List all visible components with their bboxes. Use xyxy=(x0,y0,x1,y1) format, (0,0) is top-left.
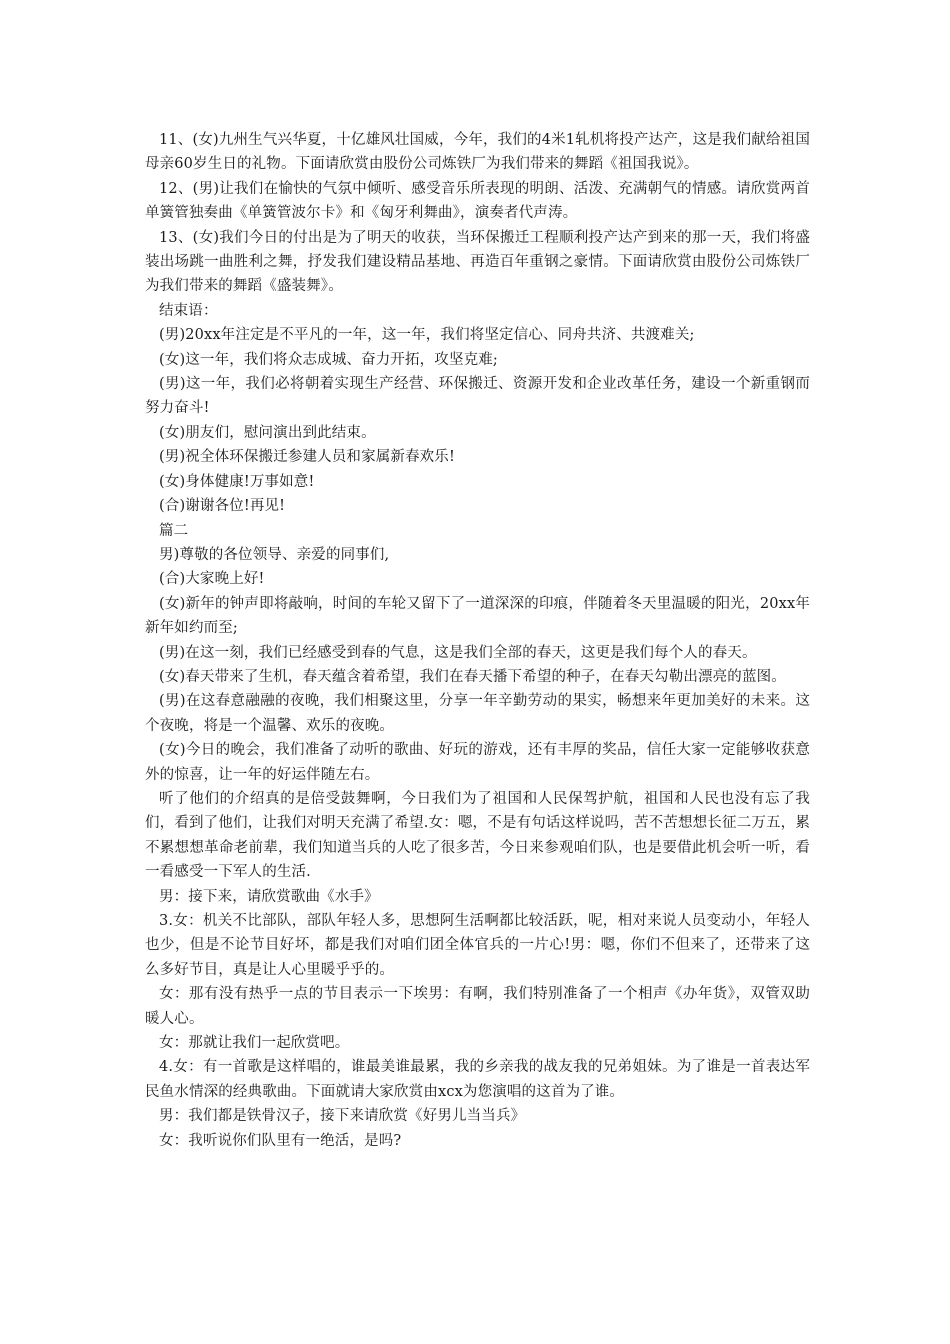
paragraph-opening-male-1: 男)尊敬的各位领导、亲爱的同事们, xyxy=(159,546,390,563)
paragraph-item-13: 13、(女)我们今日的付出是为了明天的收获，当环保搬迁工程顺利投产达产到来的那一天，我们将盛装出场跳一曲胜利之舞，抒发我们建设精品基地、再造百年重钢之豪情。下面请欣赏由股份公司炼铁厂为我们带来的舞蹈《盛装舞》。 xyxy=(145,229,810,295)
closing-remarks-heading: 结束语： xyxy=(159,302,218,319)
section-heading-part-two: 篇二 xyxy=(159,522,189,539)
paragraph-closing-together: (合)谢谢各位!再见! xyxy=(159,498,286,515)
paragraph-item-11: 11、(女)九州生气兴华夏，十亿雄风壮国威，今年，我们的4米1轧机将投产达产，这是我们献给祖国母亲60岁生日的礼物。下面请欣赏由股份公司炼铁厂为我们带来的舞蹈《祖国我说》。 xyxy=(145,132,810,173)
paragraph-next-performance: 男：我们都是铁骨汉子，接下来请欣赏《好男儿当当兵》 xyxy=(159,1108,526,1125)
paragraph-item-3: 3.女：机关不比部队，部队年轻人多，思想阿生活啊都比较活跃，呢，相对来说人员变动小，年轻人也少，但是不论节目好坏，都是我们对咱们团全体官兵的一片心!男：嗯，你们不但来了，还带来了这么多好节目，真是让人心里暖乎乎的。 xyxy=(145,913,810,978)
paragraph-opening-male-2: (男)在这一刻，我们已经感受到春的气息，这是我们全部的春天，这更是我们每个人的春天。 xyxy=(159,644,757,661)
paragraph-closing-female-2: (女)朋友们，慰问演出到此结束。 xyxy=(159,424,376,441)
paragraph-enjoy-together: 女：那就让我们一起欣赏吧。 xyxy=(159,1035,350,1052)
paragraph-next-song: 男：接下来，请欣赏歌曲《水手》 xyxy=(159,888,379,905)
paragraph-closing-male-3: (男)祝全体环保搬迁参建人员和家属新春欢乐! xyxy=(159,449,455,466)
paragraph-introduction-response: 听了他们的介绍真的是倍受鼓舞啊，今日我们为了祖国和人民保驾护航，祖国和人民也没有忘了我们，看到了他们，让我们对明天充满了希望.女：嗯，不是有句话这样说吗，苦不苦想想长征二万五，累不累想想革命老前辈，我们知道当兵的人吃了很多苦，今日来参观咱们队，也是要借此机会听一听，看一看感受一下军人的生活. xyxy=(145,790,810,881)
paragraph-opening-male-3: (男)在这春意融融的夜晚，我们相聚这里，分享一年辛勤劳动的果实，畅想来年更加美好的未来。这个夜晚，将是一个温馨、欢乐的夜晚。 xyxy=(145,693,810,734)
paragraph-opening-female-3: (女)今日的晚会，我们准备了动听的歌曲、好玩的游戏，还有丰厚的奖品，信任大家一定能够收获意外的惊喜，让一年的好运伴随左右。 xyxy=(145,742,810,783)
paragraph-crosstalk: 女：那有没有热乎一点的节目表示一下埃男：有啊，我们特别准备了一个相声《办年货》，双管双助暖人心。 xyxy=(145,986,810,1027)
paragraph-opening-female-1: (女)新年的钟声即将敲响，时间的车轮又留下了一道深深的印痕，伴随着冬天里温暖的阳光，20xx年新年如约而至; xyxy=(145,595,810,637)
paragraph-closing-male-1: (男)20xx年注定是不平凡的一年，这一年，我们将坚定信心、同舟共济、共渡难关; xyxy=(159,327,695,344)
paragraph-closing-female-1: (女)这一年，我们将众志成城、奋力开拓，攻坚克难; xyxy=(159,351,498,368)
paragraph-final-question: 女：我听说你们队里有一绝活，是吗? xyxy=(159,1132,402,1149)
paragraph-item-12: 12、(男)让我们在愉快的气氛中倾听、感受音乐所表现的明朗、活泼、充满朝气的情感。请欣赏两首单簧管独奏曲《单簧管波尔卡》和《匈牙利舞曲》，演奏者代声涛。 xyxy=(145,180,810,222)
document-body xyxy=(145,128,810,1153)
paragraph-opening-female-2: (女)春天带来了生机，春天蕴含着希望，我们在春天播下希望的种子，在春天勾勒出漂亮的蓝图。 xyxy=(159,668,786,685)
paragraph-item-4: 4.女：有一首歌是这样唱的，谁最美谁最累，我的乡亲我的战友我的兄弟姐妹。为了谁是一首表达军民鱼水情深的经典歌曲。下面就请大家欣赏由xcx为您演唱的这首为了谁。 xyxy=(145,1059,810,1100)
paragraph-closing-female-3: (女)身体健康!万事如意! xyxy=(159,473,315,490)
paragraph-closing-male-2: (男)这一年，我们必将朝着实现生产经营、环保搬迁、资源开发和企业改革任务，建设一个新重钢而努力奋斗! xyxy=(145,376,810,417)
paragraph-opening-together: (合)大家晚上好! xyxy=(159,571,265,588)
